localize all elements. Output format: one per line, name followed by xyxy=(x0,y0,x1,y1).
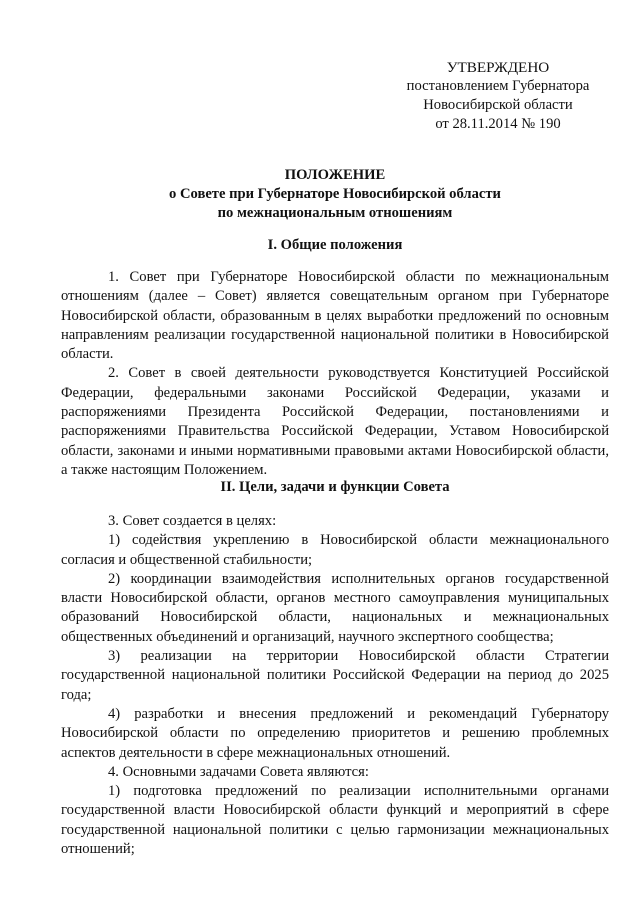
section-2-body xyxy=(61,512,609,859)
section-1-heading: I. Общие положения xyxy=(267,237,403,253)
approval-line-region: Новосибирской области xyxy=(423,97,573,113)
paragraph: 2. Совет в своей деятельности руководствуется Конституцией Российской Федерации, федеральными законами Российской Федерации, указами и распоряжениями Президента Российской Федерации, постановлениями и распоряжениями Правительства Российской Федерации, Уставом Новосибирской области, законами и иными нормативными правовыми актами Новосибирской области, а также настоящим Положением. xyxy=(61,365,609,478)
approval-title: УТВЕРЖДЕНО xyxy=(446,59,550,76)
approval-line-decree: постановлением Губернатора xyxy=(406,78,590,94)
section-1-body xyxy=(61,268,609,480)
paragraph: 4) разработки и внесения предложений и рекомендаций Губернатору Новосибирской области по определению приоритетов и решению проблемных аспектов деятельности в сфере межнациональных отношений. xyxy=(61,705,609,761)
title-line-2: о Совете при Губернаторе Новосибирской области xyxy=(169,186,501,202)
paragraph: 1) подготовка предложений по реализации исполнительными органами государственной власти Новосибирской области функций и мероприятий в сфере государственной национальной политики с целью гармонизации межнациональных отношений; xyxy=(61,783,609,858)
approval-line-date: от 28.11.2014 № 190 xyxy=(435,116,561,132)
section-2-heading: II. Цели, задачи и функции Совета xyxy=(220,479,450,495)
paragraph: 2) координации взаимодействия исполнительных органов государственной власти Новосибирской области, органов местного самоуправления муниципальных образований Новосибирской области, национальных и межнациональных общественных объединений и организаций, научного экспертного сообщества; xyxy=(61,570,609,645)
approval-stamp xyxy=(405,58,591,134)
title-line-1: ПОЛОЖЕНИЕ xyxy=(284,167,386,183)
paragraph: 1. Совет при Губернаторе Новосибирской области по межнациональным отношениям (далее – Совет) является совещательным органом при Губернаторе Новосибирской области, образованным в целях выработки предложений по основным направлениям реализации государственной национальной политики в Новосибирской области. xyxy=(61,269,609,363)
paragraph: 4. Основными задачами Совета являются: xyxy=(108,763,369,780)
paragraph: 3) реализации на территории Новосибирской области Стратегии государственной национальной политики Российской Федерации на период до 2025 года; xyxy=(61,648,609,703)
document-title xyxy=(61,166,609,223)
title-line-3: по межнациональным отношениям xyxy=(217,205,453,221)
paragraph: 3. Совет создается в целях: xyxy=(108,513,277,529)
paragraph: 1) содействия укреплению в Новосибирской области межнационального согласия и общественной стабильности; xyxy=(61,532,609,568)
